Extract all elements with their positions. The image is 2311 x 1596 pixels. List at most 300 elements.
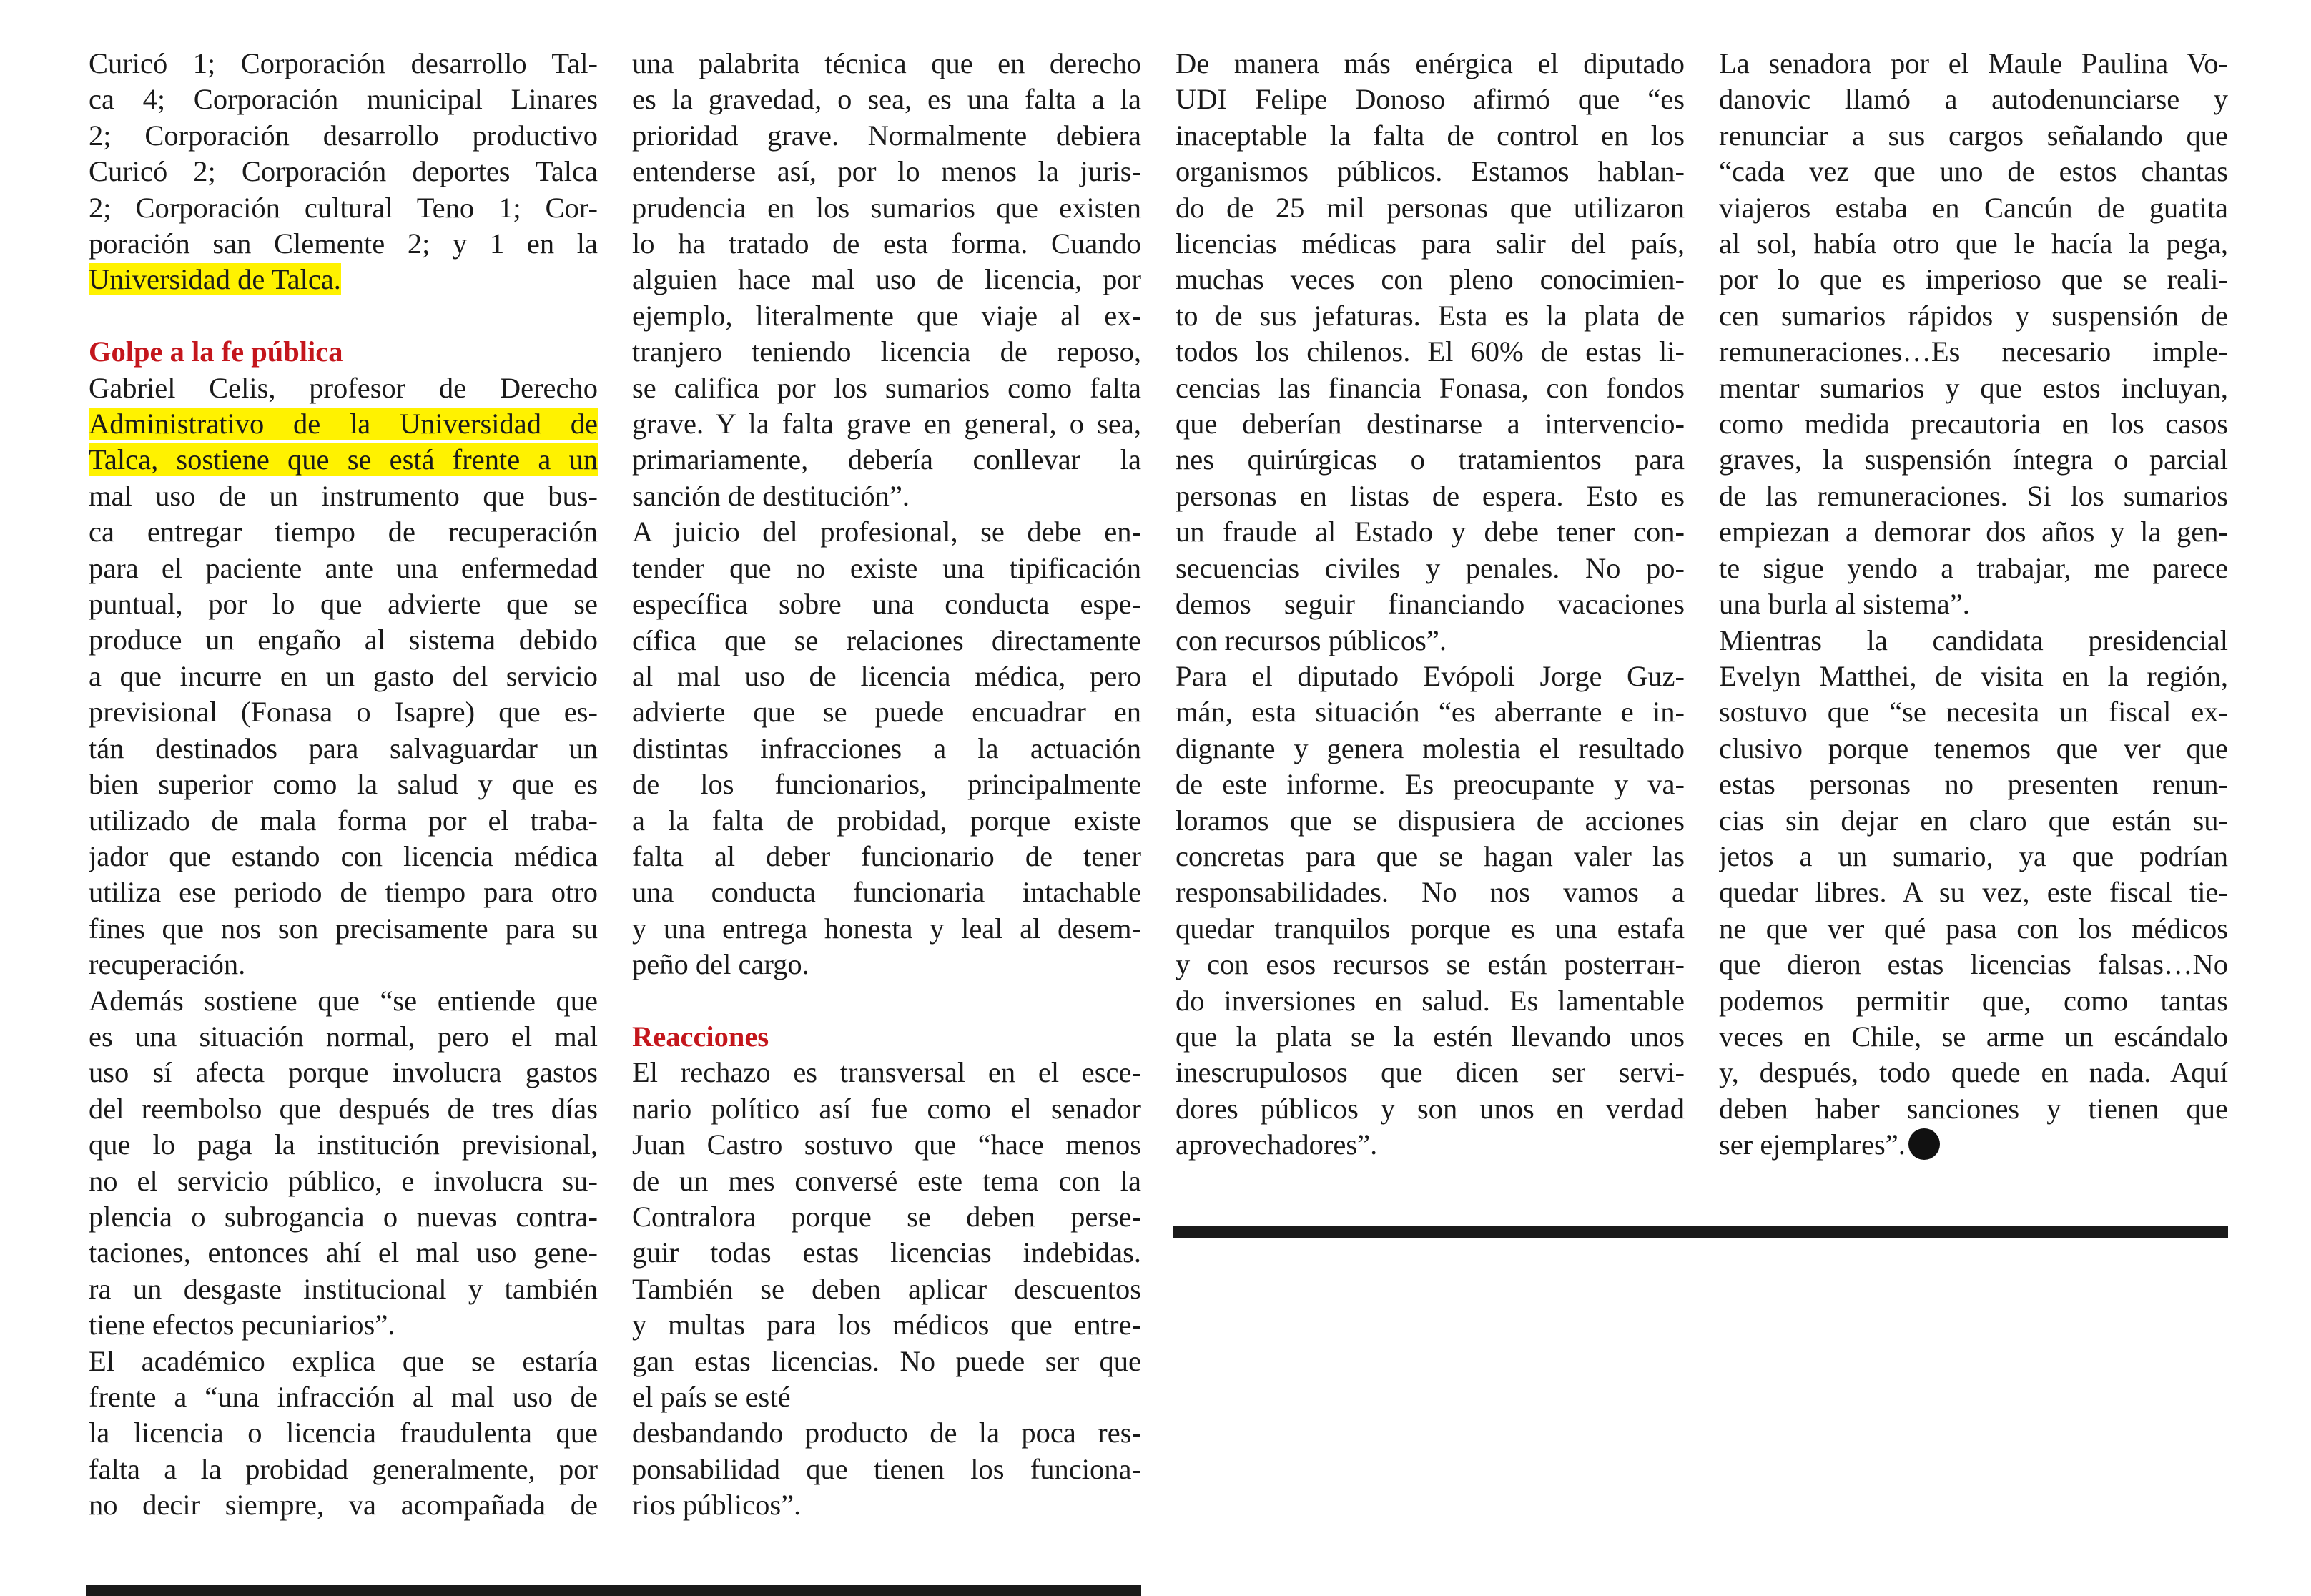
line-text: mentar sumarios y que estos incluyan, [1719,371,2228,404]
text-line [632,370,1141,406]
text-line [632,478,1141,514]
text-line [632,334,1141,370]
section-heading: Reacciones [632,1020,769,1053]
text-line [89,226,598,262]
line-text: produce un engaño al sistema debido [89,624,598,656]
text-line [632,947,1141,982]
article-paragraph [1719,623,2228,1163]
line-text: Gabriel Celis, profesor de Derecho [89,371,598,404]
line-text: utilizado de mala forma por el traba- [89,804,598,837]
text-line [1719,803,2228,839]
line-text: alguien hace mal uso de licencia, por [632,263,1141,296]
line-text: un fraude al Estado y debe tener con- [1176,516,1685,548]
text-line [1719,154,2228,189]
line-text: desbandando producto de la poca res- [632,1417,1141,1449]
line-text: y con esos recursos se están posterган- [1176,948,1685,981]
line-text: dignante y genera molestia el resultado [1176,732,1685,764]
text-line [1176,442,1685,478]
line-text: se califica por los sumarios como falta [632,371,1141,404]
text-line [1719,659,2228,694]
paragraph-spacer [89,298,598,334]
line-text: sostuvo que “se necesita un fiscal ex- [1719,696,2228,729]
line-text: mán, esta situación “es aberrante e in- [1176,696,1685,729]
text-line [89,622,598,658]
line-text: plencia o subrogancia o nuevas contra- [89,1200,598,1233]
line-text: es la gravedad, o sea, es una falta a la [632,83,1141,116]
text-line [89,46,598,82]
line-text: para el paciente ante una enfermedad [89,551,598,584]
line-text: es una situación normal, pero el mal [89,1020,598,1053]
line-text: tán destinados para salvaguardar un [89,732,598,764]
line-text: recuperación. [89,948,246,981]
line-text: jetos a un sumario, ya que podrían [1719,839,2228,872]
line-text: quedar libres. A su vez, este fiscal tie- [1719,876,2228,909]
line-text: lo ha tratado de esta forma. Cuando [632,227,1141,260]
text-line [1719,551,2228,586]
line-text: mal uso de un instrumento que bus- [89,479,598,512]
line-text: con recursos públicos”. [1176,624,1447,656]
text-line [632,1163,1141,1199]
page-bottom-rule [86,1585,1141,1596]
line-text: uso sí afecta porque involucra gastos [89,1056,598,1089]
line-text: 2; Corporación cultural Teno 1; Cor- [89,191,598,224]
text-line [632,731,1141,767]
text-line [1176,334,1685,370]
text-line [1719,298,2228,334]
line-text: cífica que se relaciones directamente [632,624,1141,656]
line-text: de un mes conversé este tema con la [632,1164,1141,1197]
text-line [1719,947,2228,982]
line-text: de los funcionarios, principalmente [632,768,1141,801]
text-line [89,803,598,839]
text-line [1176,731,1685,767]
line-text: por lo que es imperioso que se reali- [1719,263,2228,296]
text-line [1176,1019,1685,1055]
text-line [1719,1091,2228,1127]
text-line [1176,875,1685,910]
text-line [632,298,1141,334]
article-column-4 [1719,46,2228,1163]
text-line [632,514,1141,550]
line-text: La senadora por el Maule Paulina Vo- [1719,47,2228,79]
text-line [1719,623,2228,659]
text-line [1176,82,1685,117]
text-line [89,1487,598,1523]
text-line [1176,803,1685,839]
text-line [632,190,1141,226]
line-text: to de sus jefaturas. Esta es la plata de [1176,299,1685,332]
text-line [1176,659,1685,694]
line-text: tender que no existe una tipificación [632,551,1141,584]
line-text: no decir siempre, va acompañada de [89,1489,598,1522]
line-text: falta a la probidad generalmente, por [89,1452,598,1485]
line-text: El académico explica que se estaría [89,1344,598,1377]
article-paragraph [632,514,1141,982]
text-line [89,1019,598,1055]
text-line [1176,839,1685,875]
line-text: rios públicos”. [632,1489,802,1522]
line-text: poración san Clemente 2; y 1 en la [89,227,598,260]
line-text: que deberían destinarse a intervencio- [1176,408,1685,440]
text-line [89,1271,598,1307]
line-text: que la plata se la estén llevando unos [1176,1020,1685,1053]
text-line [632,1091,1141,1127]
line-text: ca 4; Corporación municipal Linares [89,83,598,116]
line-text: Mientras la candidata presidencial [1719,624,2228,656]
text-line [89,875,598,910]
line-text: Para el diputado Evópoli Jorge Guz- [1176,659,1685,692]
line-text: aprovechadores”. [1176,1128,1378,1161]
text-line [632,839,1141,875]
article-paragraph [89,983,598,1344]
text-line [632,1344,1141,1379]
line-text: previsional (Fonasa o Isapre) que es- [89,696,598,729]
highlighted-text: Talca, sostiene que se está frente a un [89,443,598,476]
text-line [1719,478,2228,514]
text-line [89,1452,598,1487]
text-line [1719,406,2228,442]
line-text: la licencia o licencia fraudulenta que [89,1417,598,1449]
text-line [89,1091,598,1127]
text-line [1719,586,2228,622]
line-text: nario político así fue como el senador [632,1092,1141,1125]
text-line [1719,911,2228,947]
line-text: personas en listas de espera. Esto es [1176,479,1685,512]
line-text: viajeros estaba en Cancún de guatita [1719,191,2228,224]
text-line [632,1307,1141,1343]
text-line [1176,947,1685,982]
line-text: deben haber sanciones y tienen que [1719,1092,2228,1125]
article-paragraph [632,46,1141,514]
line-text: a que incurre en un gasto del servicio [89,659,598,692]
line-text: secuencias civiles y penales. No po- [1176,551,1685,584]
text-line [632,406,1141,442]
line-text: concretas para que se hagan valer las [1176,839,1685,872]
text-line [632,551,1141,586]
line-text: Evelyn Matthei, de visita en la región, [1719,659,2228,692]
line-text: demos seguir financiando vacaciones [1176,588,1685,621]
text-line [89,1163,598,1199]
text-line [632,1487,1141,1523]
line-text: podemos permitir que, como tantas [1719,984,2228,1017]
line-text: como medida precautoria en los casos [1719,408,2228,440]
line-text: tiene efectos pecuniarios”. [89,1309,395,1341]
line-text: frente a “una infracción al mal uso de [89,1381,598,1414]
text-line [632,1452,1141,1487]
highlighted-text: Universidad de Talca. [89,263,341,296]
line-text: loramos que se dispusiera de acciones [1176,804,1685,837]
line-text: También se deben aplicar descuentos [632,1272,1141,1305]
text-line [1176,911,1685,947]
line-text: a la falta de probidad, porque existe [632,804,1141,837]
text-line [1719,875,2228,910]
line-text: una palabrita técnica que en derecho [632,47,1141,79]
text-line [89,406,598,442]
text-line [1719,694,2228,730]
line-text: remuneraciones…Es necesario imple- [1719,335,2228,368]
article-paragraph [89,370,598,983]
article-paragraph [632,1415,1141,1523]
line-text: no el servicio público, e involucra su- [89,1164,598,1197]
text-line [1719,1055,2228,1090]
text-line [632,82,1141,117]
line-text: 2; Corporación desarrollo productivo [89,119,598,152]
text-line [1176,1091,1685,1127]
text-line [89,1055,598,1090]
text-line [89,983,598,1019]
line-text: responsabilidades. No nos vamos a [1176,876,1685,909]
text-line [89,659,598,694]
article-paragraph [89,46,598,298]
text-line [1719,731,2228,767]
line-text: cencias las financia Fonasa, con fondos [1176,371,1685,404]
text-line [89,478,598,514]
text-line [89,262,598,297]
text-line [1719,190,2228,226]
line-text: prioridad grave. Normalmente debiera [632,119,1141,152]
line-text: primariamente, debería conllevar la [632,443,1141,476]
text-line [89,586,598,622]
line-text: El rechazo es transversal en el esce- [632,1056,1141,1089]
text-line [89,1415,598,1451]
text-line [89,694,598,730]
article-paragraph [89,1344,598,1524]
article-paragraph [1719,46,2228,623]
line-text: taciones, entonces ahí el mal uso gene- [89,1236,598,1269]
line-text: nes quirúrgicas o tratamientos para [1176,443,1685,476]
line-text: estas personas no presenten renun- [1719,768,2228,801]
text-line [632,1199,1141,1235]
text-line [89,839,598,875]
text-line [1176,983,1685,1019]
line-text: de las remuneraciones. Si los sumarios [1719,479,2228,512]
line-text: ponsabilidad que tienen los funciona- [632,1452,1141,1485]
text-line [1176,406,1685,442]
text-line [1719,1127,2228,1163]
text-line [1719,514,2228,550]
line-text: falta al deber funcionario de tener [632,839,1141,872]
text-line [632,1271,1141,1307]
text-line [632,767,1141,802]
text-line [1176,767,1685,802]
line-text: veces en Chile, se arme un escándalo [1719,1020,2228,1053]
text-line [89,1307,598,1343]
text-line [632,694,1141,730]
text-line [1176,478,1685,514]
text-line [1719,839,2228,875]
text-line [1176,154,1685,189]
text-line [89,1127,598,1163]
line-text: que dieron estas licencias falsas…No [1719,948,2228,981]
line-text: empiezan a demorar dos años y la gen- [1719,516,2228,548]
text-line [632,1055,1141,1090]
text-line [89,1199,598,1235]
line-text: De manera más enérgica el diputado [1176,47,1685,79]
text-line [632,1415,1141,1451]
text-line [89,767,598,802]
text-line [89,1379,598,1415]
line-text: Curicó 1; Corporación desarrollo Tal- [89,47,598,79]
text-line [89,82,598,117]
text-line [1719,1019,2228,1055]
line-text: renunciar a sus cargos señalando que [1719,119,2228,152]
text-line [1719,442,2228,478]
text-line [1176,190,1685,226]
line-text: una conducta funcionaria intachable [632,876,1141,909]
line-text: ca entregar tiempo de recuperación [89,516,598,548]
line-text: el país se esté [632,1381,791,1414]
text-line [1176,1055,1685,1090]
text-line [632,1379,1141,1415]
text-line [632,623,1141,659]
line-text: do inversiones en salud. Es lamentable [1176,984,1685,1017]
line-text: Contralora porque se deben perse- [632,1200,1141,1233]
line-text: una burla al sistema”. [1719,588,1970,621]
paragraph-spacer [632,983,1141,1019]
text-line [632,586,1141,622]
text-line [1719,767,2228,802]
line-text: entenderse así, por lo menos la juris- [632,155,1141,188]
line-text: quedar tranquilos porque es una estafa [1176,912,1685,945]
text-line [1176,226,1685,262]
line-text: muchas veces con pleno conocimien- [1176,263,1685,296]
line-text: A juicio del profesional, se debe en- [632,516,1141,548]
line-text: de este informe. Es preocupante y va- [1176,768,1685,801]
line-text: clusivo porque tenemos que ver que [1719,732,2228,764]
text-line [1719,46,2228,82]
text-line [632,262,1141,297]
line-text: Curicó 2; Corporación deportes Talca [89,155,598,188]
text-line [89,1344,598,1379]
line-text: graves, la suspensión íntegra o parcial [1719,443,2228,476]
line-text: cen sumarios rápidos y suspensión de [1719,299,2228,332]
text-line [632,118,1141,154]
article-column-3 [1176,46,1685,1163]
text-line [1176,514,1685,550]
highlighted-text: Administrativo de la Universidad de [89,408,598,440]
text-line [1176,46,1685,82]
line-text: prudencia en los sumarios que existen [632,191,1141,224]
text-line [1719,82,2228,117]
line-text: do de 25 mil personas que utilizaron [1176,191,1685,224]
text-line [1176,551,1685,586]
line-text: puntual, por lo que advierte que se [89,588,598,621]
text-line [1176,623,1685,659]
text-line [89,911,598,947]
line-text: utiliza ese periodo de tiempo para otro [89,876,598,909]
text-line [632,1127,1141,1163]
line-text: que lo paga la institución previsional, [89,1128,598,1161]
line-text: ser ejemplares”. [1719,1128,1906,1161]
text-line [1176,370,1685,406]
text-line [632,442,1141,478]
text-line [632,154,1141,189]
line-text: jador que estando con licencia médica [89,839,598,872]
text-line [89,190,598,226]
line-text: Juan Castro sostuvo que “hace menos [632,1128,1141,1161]
text-line [1719,370,2228,406]
text-line [1176,262,1685,297]
line-text: grave. Y la falta grave en general, o sea, [632,408,1141,440]
text-line [89,154,598,189]
line-text: advierte que se puede encuadrar en [632,696,1141,729]
text-line [89,442,598,478]
line-text: fines que nos son precisamente para su [89,912,598,945]
line-text: cias sin dejar en claro que están su- [1719,804,2228,837]
text-line [632,1235,1141,1271]
text-line [89,514,598,550]
text-line [1176,1127,1685,1163]
article-paragraph [1176,659,1685,1163]
text-line [632,226,1141,262]
line-text: danovic llamó a autodenunciarse y [1719,83,2228,116]
text-line [89,370,598,406]
line-text: licencias médicas para salir del país, [1176,227,1685,260]
line-text: al sol, había otro que le hacía la pega, [1719,227,2228,260]
line-text: específica sobre una conducta espe- [632,588,1141,621]
line-text: ra un desgaste institucional y también [89,1272,598,1305]
line-text: sanción de destitución”. [632,479,910,512]
text-line [632,875,1141,910]
line-text: todos los chilenos. El 60% de estas li- [1176,335,1685,368]
line-text: tranjero teniendo licencia de reposo, [632,335,1141,368]
line-text: guir todas estas licencias indebidas. [632,1236,1141,1269]
text-line [89,731,598,767]
text-line [632,911,1141,947]
text-line [632,803,1141,839]
article-column-2 [632,46,1141,1524]
line-text: gan estas licencias. No puede ser que [632,1344,1141,1377]
text-line [1176,586,1685,622]
text-line [1719,118,2228,154]
article-column-1 [89,46,598,1524]
text-line [89,551,598,586]
line-text: y una entrega honesta y leal al desem- [632,912,1141,945]
text-line [632,659,1141,694]
text-line [632,46,1141,82]
text-line [1176,118,1685,154]
line-text: UDI Felipe Donoso afirmó que “es [1176,83,1685,116]
text-line [1176,298,1685,334]
text-line [89,118,598,154]
line-text: Además sostiene que “se entiende que [89,984,598,1017]
text-line [1719,983,2228,1019]
end-of-article-icon [1908,1128,1940,1160]
text-line [1719,334,2228,370]
section-divider-rule [1173,1226,2228,1238]
line-text: y, después, todo quede en nada. Aquí [1719,1056,2228,1089]
article-paragraph [632,1055,1141,1415]
article-paragraph [1176,46,1685,659]
line-text: del reembolso que después de tres días [89,1092,598,1125]
line-text: inaceptable la falta de control en los [1176,119,1685,152]
line-text: ne que ver qué pasa con los médicos [1719,912,2228,945]
line-text: al mal uso de licencia médica, pero [632,659,1141,692]
text-line [1719,226,2228,262]
line-text: organismos públicos. Estamos hablan- [1176,155,1685,188]
text-line [89,1235,598,1271]
line-text: bien superior como la salud y que es [89,768,598,801]
text-line [89,947,598,982]
text-line [1176,694,1685,730]
line-text: peño del cargo. [632,948,809,981]
line-text: distintas infracciones a la actuación [632,732,1141,764]
line-text: “cada vez que uno de estos chantas [1719,155,2228,188]
text-line [1719,262,2228,297]
section-heading: Golpe a la fe pública [89,335,343,368]
line-text: y multas para los médicos que entre- [632,1309,1141,1341]
line-text: inescrupulosos que dicen ser servi- [1176,1056,1685,1089]
